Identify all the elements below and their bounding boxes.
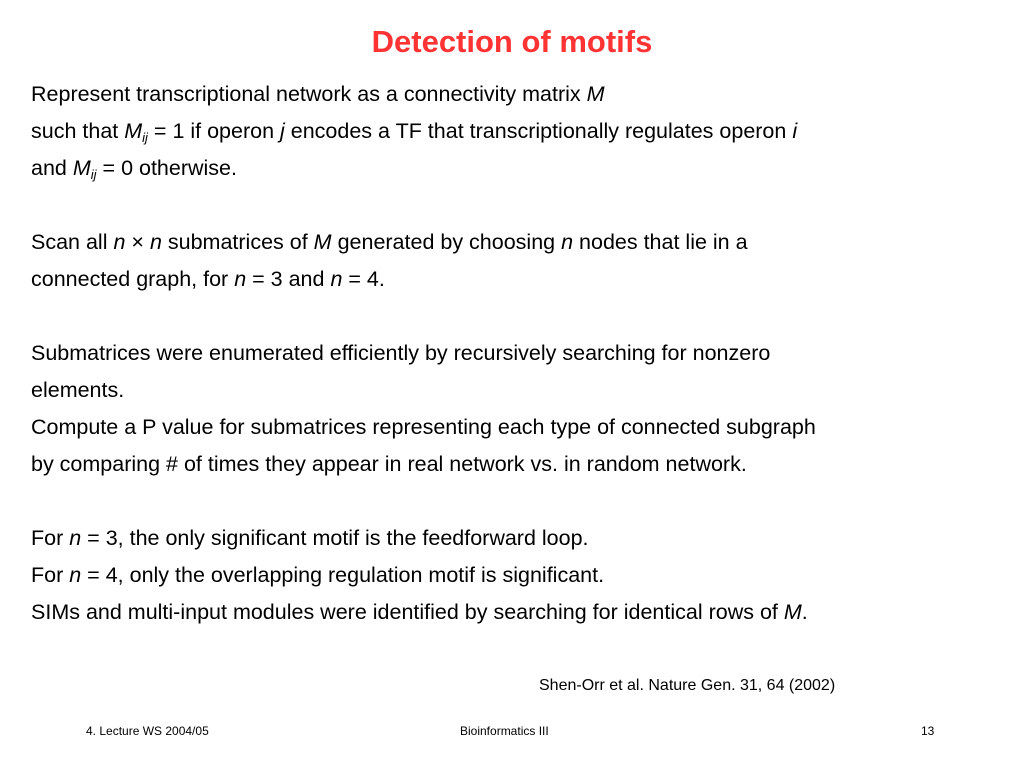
text-segment: submatrices of xyxy=(161,230,314,254)
slide-body xyxy=(31,76,991,631)
text-segment: For xyxy=(31,563,70,587)
math-variable: M xyxy=(586,82,605,106)
text-segment: encodes a TF that transcriptionally regulates operon xyxy=(284,119,793,143)
text-segment: = 3, the only significant motif is the feedforward loop. xyxy=(81,526,589,550)
text-segment: = 3 and xyxy=(246,267,331,291)
math-variable: M xyxy=(72,156,91,180)
text-segment: nodes that lie in a xyxy=(573,230,748,254)
text-segment: Compute a P value for submatrices representing each type of connected subgraph xyxy=(31,415,816,439)
slide-title: Detection of motifs xyxy=(371,24,653,59)
math-variable: n xyxy=(561,230,574,254)
body-line-4 xyxy=(31,224,991,261)
math-variable: n xyxy=(69,563,82,587)
text-segment: SIMs and multi-input modules were identified by searching for identical rows of xyxy=(31,600,784,624)
math-variable: j xyxy=(280,119,285,143)
math-variable: n xyxy=(149,230,162,254)
body-line-9 xyxy=(31,446,991,483)
body-line-5 xyxy=(31,261,991,298)
text-segment: = 4, only the overlapping regulation motif is significant. xyxy=(81,563,605,587)
math-variable: n xyxy=(113,230,126,254)
math-variable: n xyxy=(69,526,82,550)
body-line-12 xyxy=(31,594,991,631)
text-segment: Scan all xyxy=(31,230,114,254)
body-line-1 xyxy=(31,76,991,113)
math-variable: n xyxy=(234,267,247,291)
text-segment: Represent transcriptional network as a connectivity matrix xyxy=(31,82,587,106)
body-line-11 xyxy=(31,557,991,594)
paragraph-spacer xyxy=(31,187,991,224)
text-segment: elements. xyxy=(31,378,125,402)
text-segment: = 0 otherwise. xyxy=(96,156,237,180)
text-segment: such that xyxy=(31,119,125,143)
page-number: 13 xyxy=(921,724,935,738)
footer-course: Bioinformatics III xyxy=(460,724,549,738)
text-segment: generated by choosing xyxy=(331,230,562,254)
text-segment: = 4. xyxy=(342,267,385,291)
math-variable: i xyxy=(792,119,798,143)
text-segment: For xyxy=(31,526,70,550)
text-segment: = 1 if operon xyxy=(147,119,281,143)
paragraph-spacer xyxy=(31,483,991,520)
body-line-8 xyxy=(31,409,991,446)
math-variable: M xyxy=(783,600,802,624)
paragraph-spacer xyxy=(31,298,991,335)
footer-lecture: 4. Lecture WS 2004/05 xyxy=(86,724,209,738)
math-variable: M xyxy=(124,119,143,143)
text-segment: by comparing # of times they appear in real network vs. in random network. xyxy=(31,452,747,476)
math-variable: M xyxy=(313,230,332,254)
body-line-3 xyxy=(31,150,991,187)
text-segment: and xyxy=(31,156,73,180)
body-line-10 xyxy=(31,520,991,557)
body-line-7 xyxy=(31,372,991,409)
text-segment: × xyxy=(125,230,150,254)
math-subscript: ij xyxy=(142,130,148,145)
math-subscript: ij xyxy=(90,167,97,182)
body-line-2 xyxy=(31,113,991,150)
math-variable: n xyxy=(330,267,343,291)
body-line-6 xyxy=(31,335,991,372)
citation: Shen-Orr et al. Nature Gen. 31, 64 (2002) xyxy=(539,677,836,694)
text-segment: Submatrices were enumerated efficiently by recursively searching for nonzero xyxy=(31,341,771,365)
text-segment: . xyxy=(801,600,808,624)
text-segment: connected graph, for xyxy=(31,267,235,291)
